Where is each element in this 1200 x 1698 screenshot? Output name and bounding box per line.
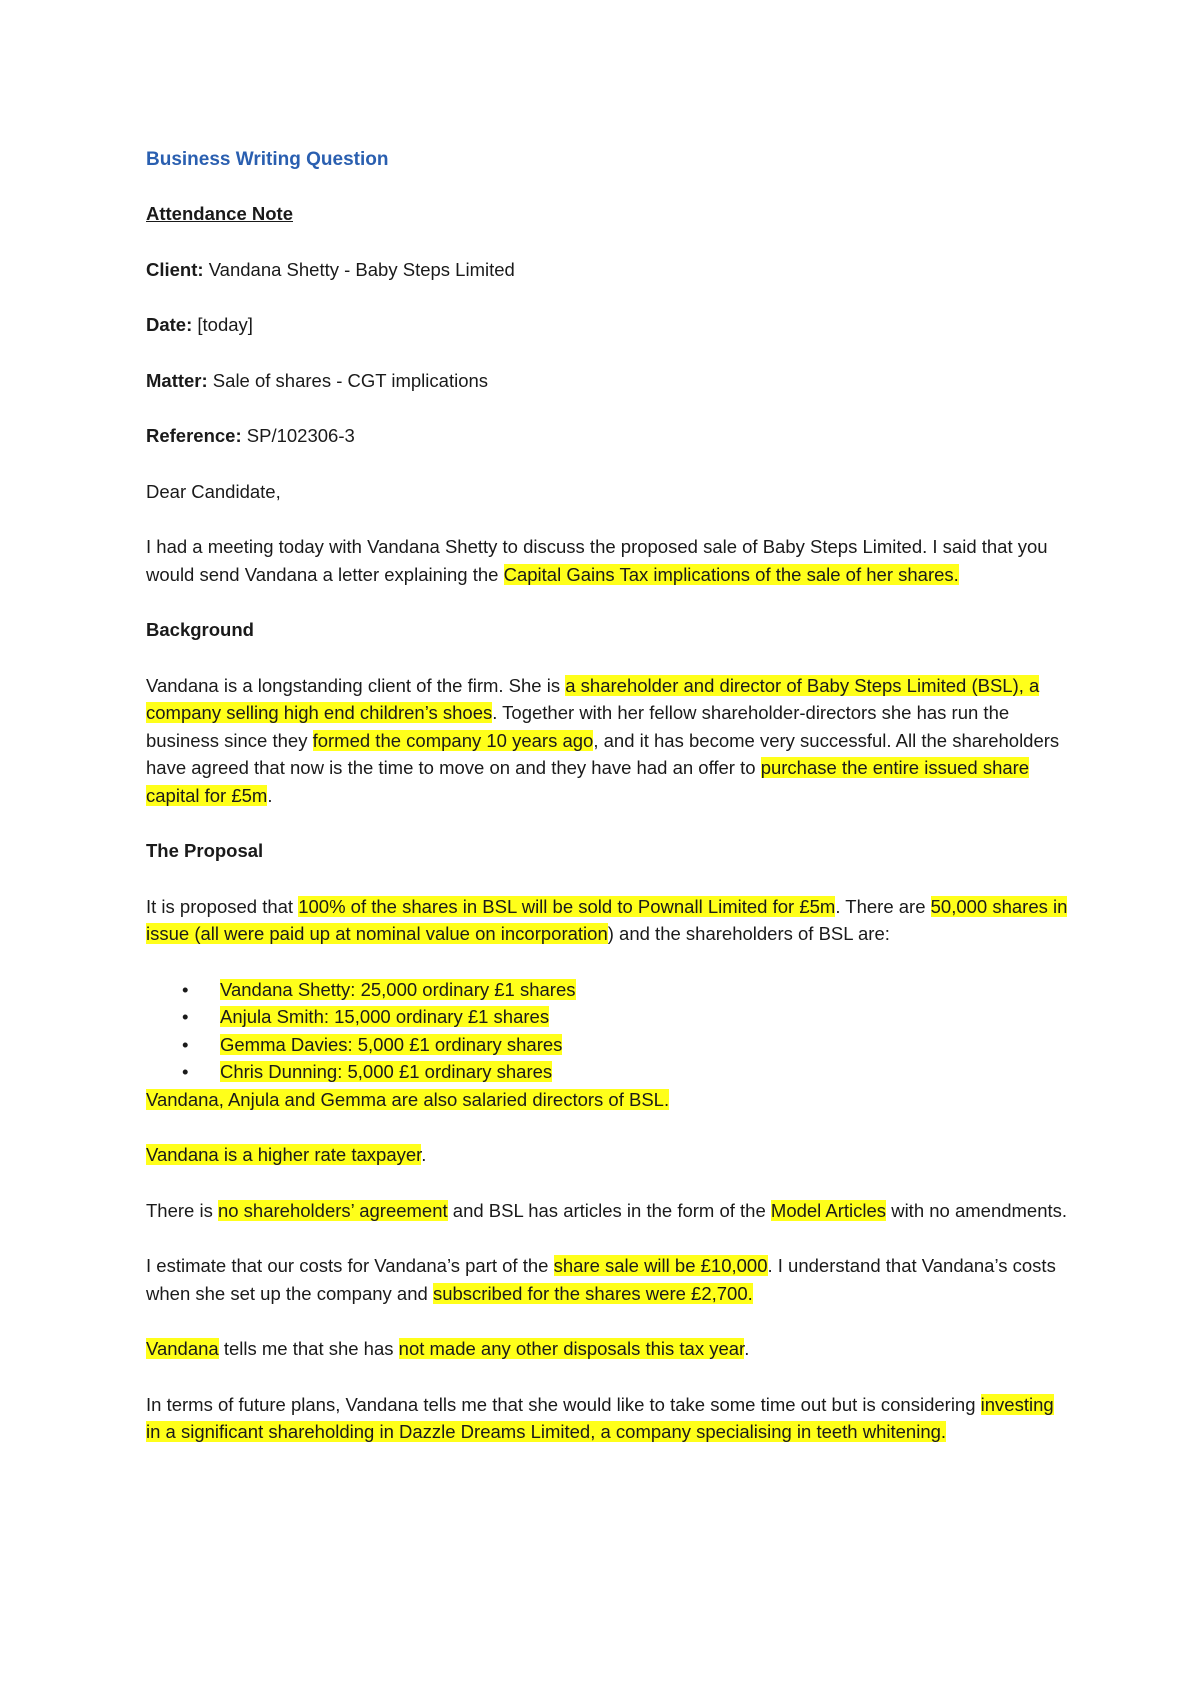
attendance-note-heading: Attendance Note: [146, 203, 293, 224]
intro-highlight: Capital Gains Tax implications of the sale of her shares.: [503, 563, 959, 585]
costs-text-2: . I understand that Vandana’s costs when she set up the company and: [146, 1255, 1056, 1304]
agreement-text-1: There is: [146, 1199, 218, 1221]
directors-note-highlight: Vandana, Anjula and Gemma are also salaried directors of BSL.: [146, 1088, 670, 1110]
reference-label: Reference:: [146, 425, 242, 446]
disposals-highlight-2: not made any other disposals this tax year: [398, 1338, 745, 1359]
proposal-text-1: It is proposed that: [146, 895, 299, 917]
future-paragraph: [146, 1391, 1070, 1446]
bullet-icon: •: [182, 978, 189, 1000]
taxpayer-text: .: [421, 1144, 427, 1165]
disposals-highlight-1: Vandana: [146, 1338, 219, 1359]
costs-paragraph: [146, 1252, 1070, 1307]
costs-highlight-1: share sale will be £10,000: [553, 1255, 768, 1276]
agreement-text-3: with no amendments.: [886, 1199, 1068, 1221]
proposal-paragraph: [146, 893, 1070, 948]
background-text-1: Vandana is a longstanding client of the firm. She is: [146, 674, 566, 696]
disposals-text-2: .: [744, 1338, 750, 1359]
reference-line: [146, 422, 1070, 450]
taxpayer-paragraph: [146, 1141, 1070, 1169]
background-text-4: .: [267, 784, 273, 806]
matter-value: Sale of shares - CGT implications: [207, 369, 489, 391]
future-text: In terms of future plans, Vandana tells me that she would like to take some time out but is considering: [146, 1393, 981, 1415]
shareholder-text: Anjula Smith: 15,000 ordinary £1 shares: [220, 1006, 550, 1027]
client-line: [146, 256, 1070, 284]
list-item: [182, 976, 1070, 1004]
bullet-icon: •: [182, 1033, 189, 1055]
directors-note: [146, 1086, 1070, 1114]
background-text-2: . Together with her fellow shareholder-directors she has run the business since they: [146, 702, 1010, 751]
date-line: [146, 311, 1070, 339]
intro-text: I had a meeting today with Vandana Shetty to discuss the proposed sale of Baby Steps Limited. I said that you would send Vandana a letter explaining the: [146, 536, 1048, 585]
salutation: Dear Candidate,: [146, 480, 281, 502]
proposal-text-2: . There are: [835, 895, 931, 917]
agreement-highlight-1: no shareholders’ agreement: [217, 1199, 448, 1221]
background-heading: Background: [146, 619, 254, 640]
list-item: [182, 1058, 1070, 1086]
background-text-3: , and it has become very successful. All the shareholders have agreed that now is the time to move on and they have had an offer to: [146, 729, 1060, 778]
background-highlight-2: formed the company 10 years ago: [312, 729, 594, 751]
list-item: [182, 1003, 1070, 1031]
taxpayer-highlight: Vandana is a higher rate taxpayer: [146, 1144, 422, 1165]
proposal-highlight-1: 100% of the shares in BSL will be sold to Pownall Limited for £5m: [298, 895, 836, 917]
agreement-paragraph: [146, 1197, 1070, 1225]
agreement-text-2: and BSL has articles in the form of the: [447, 1199, 771, 1221]
costs-highlight-2: subscribed for the shares were £2,700.: [432, 1282, 753, 1304]
list-item: [182, 1031, 1070, 1059]
shareholder-text: Gemma Davies: 5,000 £1 ordinary shares: [220, 1033, 563, 1055]
bullet-icon: •: [182, 1006, 189, 1027]
background-highlight-3: purchase the entire issued share capital for £5m: [146, 757, 1030, 806]
intro-paragraph: [146, 533, 1070, 588]
proposal-highlight-2: 50,000 shares in issue (all were paid up at nominal value on incorporation: [146, 895, 1068, 944]
proposal-text-3: ) and the shareholders of BSL are:: [607, 923, 890, 944]
proposal-heading: The Proposal: [146, 840, 264, 861]
costs-text-1: I estimate that our costs for Vandana’s part of the: [146, 1255, 554, 1276]
reference-value: SP/102306-3: [241, 425, 355, 446]
date-label: Date:: [146, 314, 193, 335]
background-paragraph: [146, 672, 1070, 810]
client-label: Client:: [146, 258, 204, 280]
future-highlight: investing in a significant shareholding in Dazzle Dreams Limited, a company specialising in teeth whitening.: [146, 1393, 1054, 1442]
agreement-highlight-2: Model Articles: [770, 1199, 887, 1221]
shareholder-text: Chris Dunning: 5,000 £1 ordinary shares: [220, 1061, 553, 1082]
date-value: [today]: [192, 314, 253, 335]
shareholder-list: [146, 976, 1070, 1086]
shareholder-text: Vandana Shetty: 25,000 ordinary £1 shares: [220, 978, 576, 1000]
disposals-text-1: tells me that she has: [218, 1338, 399, 1359]
background-highlight-1: a shareholder and director of Baby Steps Limited (BSL), a company selling high end children’s shoes: [146, 674, 1040, 723]
client-value: Vandana Shetty - Baby Steps Limited: [203, 258, 515, 280]
document-title: Business Writing Question: [146, 149, 389, 170]
disposals-paragraph: [146, 1335, 1070, 1363]
matter-line: [146, 367, 1070, 395]
bullet-icon: •: [182, 1061, 189, 1082]
matter-label: Matter:: [146, 369, 208, 391]
